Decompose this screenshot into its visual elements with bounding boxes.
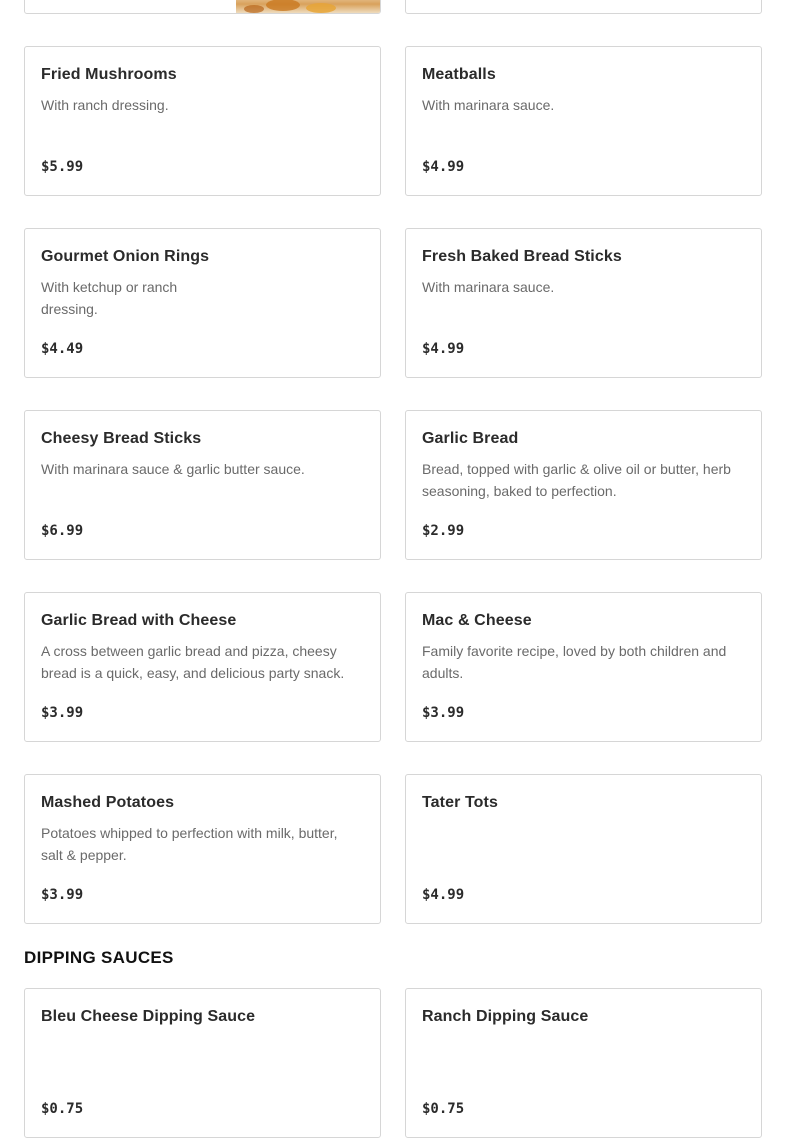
food-image	[236, 0, 380, 14]
menu-item-name: Gourmet Onion Rings	[41, 248, 210, 265]
menu-item-name: Cheesy Bread Sticks	[41, 430, 202, 447]
menu-item-description: With marinara sauce & garlic butter sauce.	[41, 461, 305, 477]
menu-item-description: Bread, topped with garlic & olive oil or butter, herb seasoning, baked to perfection.	[422, 461, 731, 499]
menu-item-name: Bleu Cheese Dipping Sauce	[41, 1008, 256, 1025]
menu-item-card[interactable]	[24, 988, 381, 1138]
menu-item-description: With marinara sauce.	[422, 279, 555, 295]
menu-item-name: Mac & Cheese	[422, 612, 532, 629]
menu-item-name: Meatballs	[422, 66, 496, 83]
menu-item-name: Ranch Dipping Sauce	[422, 1008, 589, 1025]
menu-item-name: Fresh Baked Bread Sticks	[422, 248, 622, 265]
menu-item-description: A cross between garlic bread and pizza, cheesy bread is a quick, easy, and delicious party snack.	[41, 643, 345, 681]
menu-item-name: Mashed Potatoes	[41, 794, 175, 811]
menu-item-card[interactable]	[24, 774, 381, 924]
menu-item-price: $4.99	[422, 341, 465, 357]
menu-item-card[interactable]	[405, 988, 762, 1138]
menu-item-description: Family favorite recipe, loved by both children and adults.	[422, 643, 727, 681]
menu-item-description: With ranch dressing.	[41, 97, 169, 113]
menu-item-name: Fried Mushrooms	[41, 66, 177, 83]
menu-item-price: $0.75	[41, 1101, 84, 1117]
menu-item-description: With marinara sauce.	[422, 97, 555, 113]
menu-item-card[interactable]	[24, 410, 381, 560]
menu-item-price: $4.99	[422, 887, 465, 903]
menu-item-card[interactable]	[405, 228, 762, 378]
menu-item-name: Garlic Bread	[422, 430, 519, 447]
menu-item-price: $6.99	[41, 523, 84, 539]
menu-item-description: With ketchup or ranch dressing.	[41, 279, 178, 317]
menu-item-card-partial[interactable]	[405, 0, 762, 14]
menu-item-card[interactable]	[24, 228, 381, 378]
menu-item-card[interactable]	[405, 774, 762, 924]
menu-item-card[interactable]	[24, 46, 381, 196]
menu-item-price: $3.99	[422, 705, 465, 721]
menu-item-card[interactable]	[405, 410, 762, 560]
menu-item-card[interactable]	[405, 592, 762, 742]
menu-item-price: $4.49	[41, 341, 84, 357]
menu-item-price: $4.99	[422, 159, 465, 175]
menu-item-card-partial[interactable]	[24, 0, 381, 14]
section-heading-dipping-sauces: DIPPING SAUCES	[24, 948, 174, 967]
menu-item-card[interactable]	[405, 46, 762, 196]
menu-item-card[interactable]	[24, 592, 381, 742]
menu-item-name: Garlic Bread with Cheese	[41, 612, 237, 629]
menu-item-price: $3.99	[41, 887, 84, 903]
menu-item-price: $0.75	[422, 1101, 465, 1117]
menu-item-price: $2.99	[422, 523, 465, 539]
menu-item-price: $3.99	[41, 705, 84, 721]
menu-item-name: Tater Tots	[422, 794, 498, 811]
menu-item-price: $5.99	[41, 159, 84, 175]
menu-item-description: Potatoes whipped to perfection with milk, butter, salt & pepper.	[41, 825, 338, 863]
